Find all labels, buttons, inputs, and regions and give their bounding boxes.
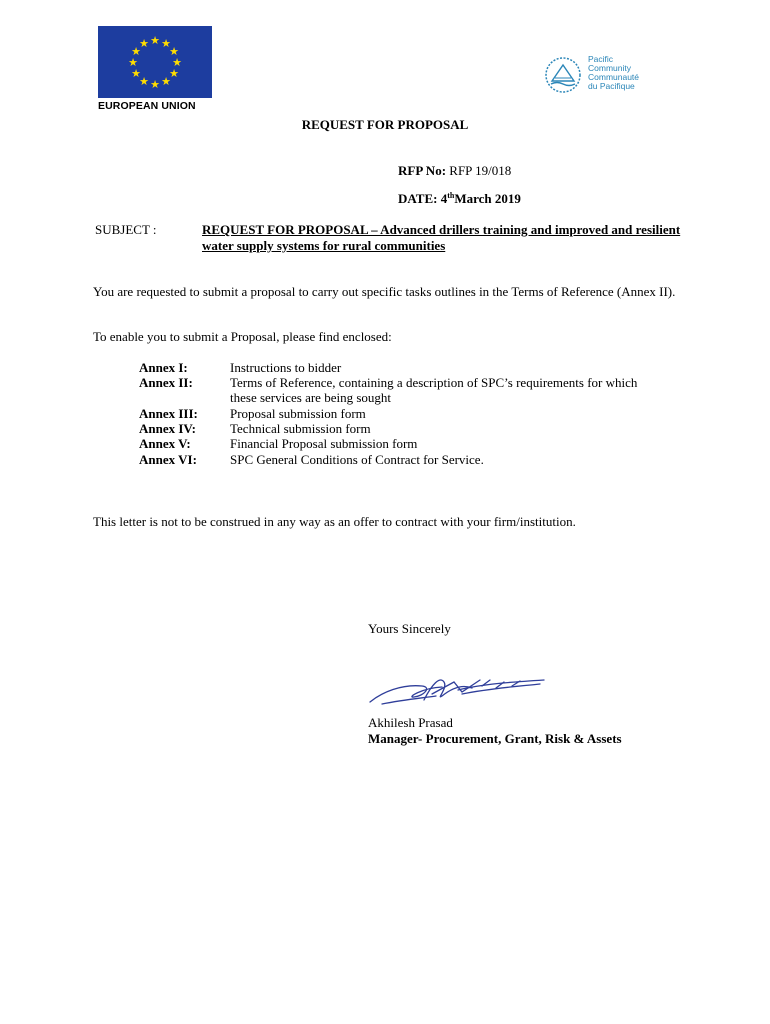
eu-flag [98, 26, 212, 98]
svg-text:★: ★ [150, 34, 160, 47]
letter-date [398, 191, 521, 207]
closing-line: Yours Sincerely [368, 621, 451, 636]
annex-label: Annex II: [139, 375, 193, 390]
spc-line-3: Communauté [588, 72, 640, 82]
annex-description: Technical submission form [230, 421, 371, 436]
subject-text: REQUEST FOR PROPOSAL – Advanced drillers training and improved and resilient water supply systems for rural communities [202, 222, 681, 253]
annex-label: Annex IV: [139, 421, 196, 436]
enclosed-paragraph: To enable you to submit a Proposal, please find enclosed: [93, 329, 392, 344]
svg-text:★: ★ [139, 75, 149, 88]
svg-text:★: ★ [161, 37, 171, 50]
rfp-label: RFP No: [398, 163, 447, 178]
disclaimer-paragraph: This letter is not to be construed in any way as an offer to contract with your firm/institution. [93, 514, 576, 529]
svg-text:★: ★ [139, 37, 149, 50]
annex-description: Instructions to bidder [230, 360, 342, 375]
rfp-value: RFP 19/018 [449, 163, 512, 178]
annex-label: Annex VI: [139, 452, 197, 467]
svg-text:★: ★ [128, 56, 138, 69]
subject-label: SUBJECT : [95, 222, 157, 237]
annex-description: Terms of Reference, containing a description of SPC’s requirements for which these services are being sought [230, 375, 638, 405]
svg-text:★: ★ [169, 45, 179, 58]
spc-line-2: Community [588, 63, 631, 73]
svg-text:★: ★ [169, 67, 179, 80]
signature-scribble-icon [362, 670, 552, 710]
rfp-number [398, 163, 511, 179]
svg-text:★: ★ [172, 56, 182, 69]
eu-stars-icon [98, 26, 212, 98]
date-label: DATE: 4 [398, 191, 448, 206]
signer-name: Akhilesh Prasad [368, 715, 453, 730]
svg-text:★: ★ [150, 78, 160, 91]
intro-paragraph: You are requested to submit a proposal to carry out specific tasks outlines in the Terms of Reference (Annex II). [93, 284, 676, 299]
date-ordinal: th [447, 191, 455, 200]
date-value: March 2019 [454, 191, 521, 206]
spc-logo [543, 52, 663, 100]
signer-title: Manager- Procurement, Grant, Risk & Assets [368, 731, 622, 746]
spc-emblem-icon [543, 54, 583, 96]
annex-label: Annex I: [139, 360, 188, 375]
spc-line-4: du Pacifique [588, 81, 635, 91]
eu-label: EUROPEAN UNION [98, 100, 196, 112]
annex-description: Financial Proposal submission form [230, 436, 418, 451]
annex-label: Annex V: [139, 436, 191, 451]
spc-line-1: Pacific [588, 54, 614, 64]
annex-description: Proposal submission form [230, 406, 366, 421]
svg-text:★: ★ [161, 75, 171, 88]
signature [362, 670, 552, 710]
page-title: REQUEST FOR PROPOSAL [301, 117, 469, 132]
annex-label: Annex III: [139, 406, 198, 421]
svg-text:★: ★ [131, 45, 141, 58]
annex-description: SPC General Conditions of Contract for Service. [230, 452, 484, 467]
spc-wordmark [588, 55, 639, 91]
eu-logo [98, 26, 214, 112]
svg-text:★: ★ [131, 67, 141, 80]
